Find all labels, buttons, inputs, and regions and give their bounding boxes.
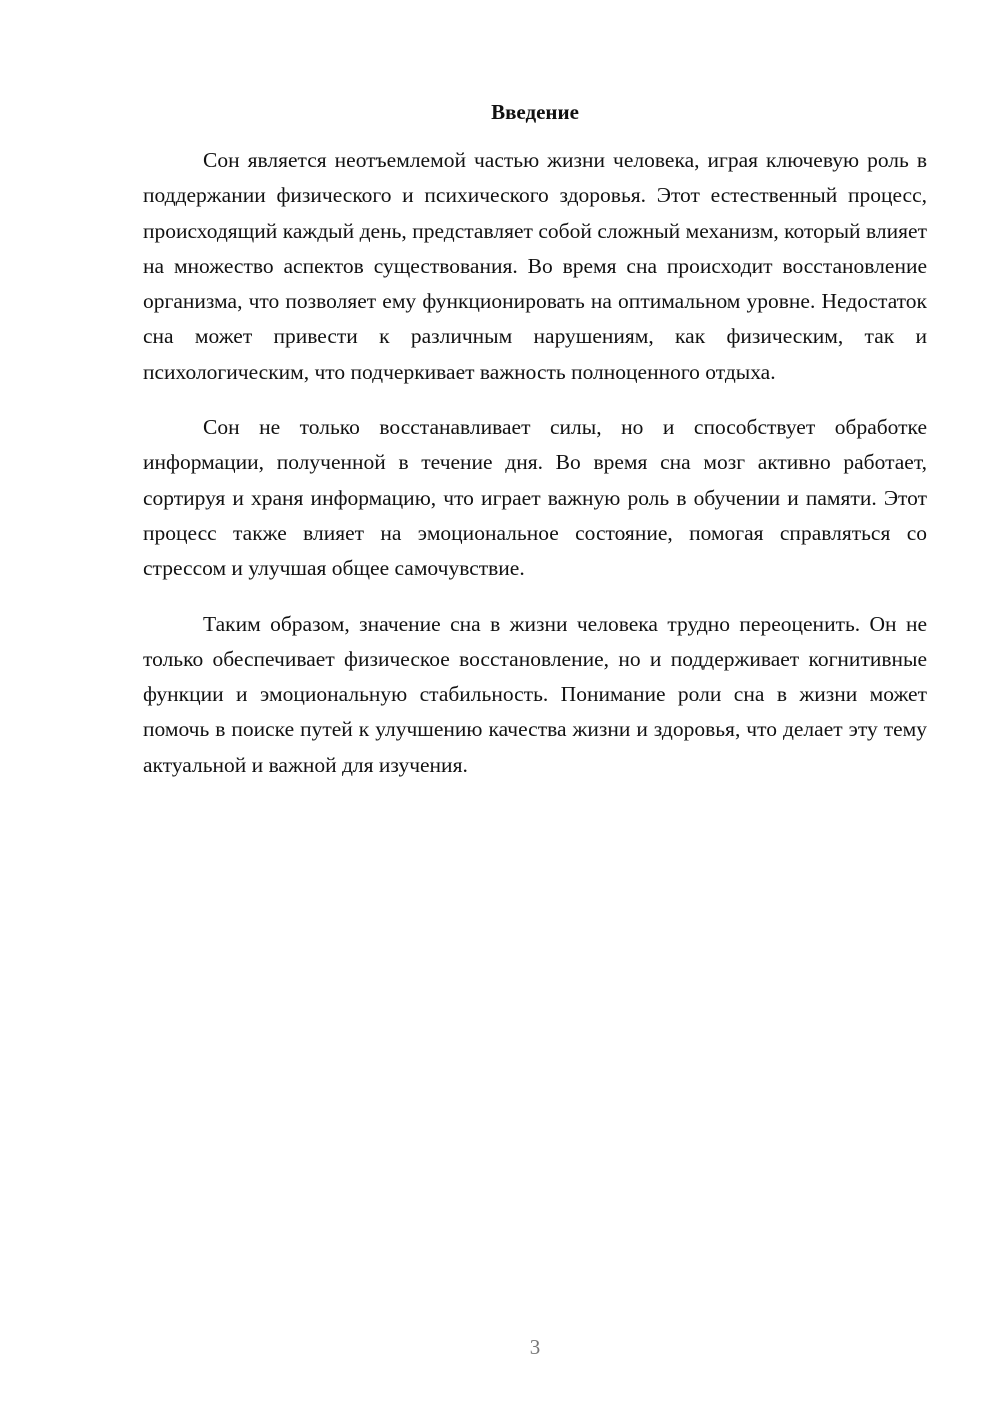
paragraph: Сон является неотъемлемой частью жизни человека, играя ключевую роль в поддержании физического и психического здоровья. Этот естественный процесс, происходящий каждый день, представляет собой сложный механизм, который влияет на множество аспектов существования. Во время сна происходит восстановление организма, что позволяет ему функционировать на оптимальном уровне. Недостаток сна может привести к различным нарушениям, как физическим, так и психологическим, что подчеркивает важность полноценного отдыха.: [143, 148, 927, 384]
paragraph: Таким образом, значение сна в жизни человека трудно переоценить. Он не только обеспечивает физическое восстановление, но и поддерживает когнитивные функции и эмоциональную стабильность. Понимание роли сна в жизни может помочь в поиске путей к улучшению качества жизни и здоровья, что делает эту тему актуальной и важной для изучения.: [143, 611, 927, 777]
page-number: 3: [529, 1335, 541, 1359]
section-heading: Введение: [491, 100, 579, 124]
body-text: [143, 143, 927, 803]
paragraph: Сон не только восстанавливает силы, но и способствует обработке информации, полученной в течение дня. Во время сна мозг активно работает, сортируя и храня информацию, что играет важную роль в обучении и памяти. Этот процесс также влияет на эмоциональное состояние, помогая справляться со стрессом и улучшая общее самочувствие.: [143, 415, 927, 581]
